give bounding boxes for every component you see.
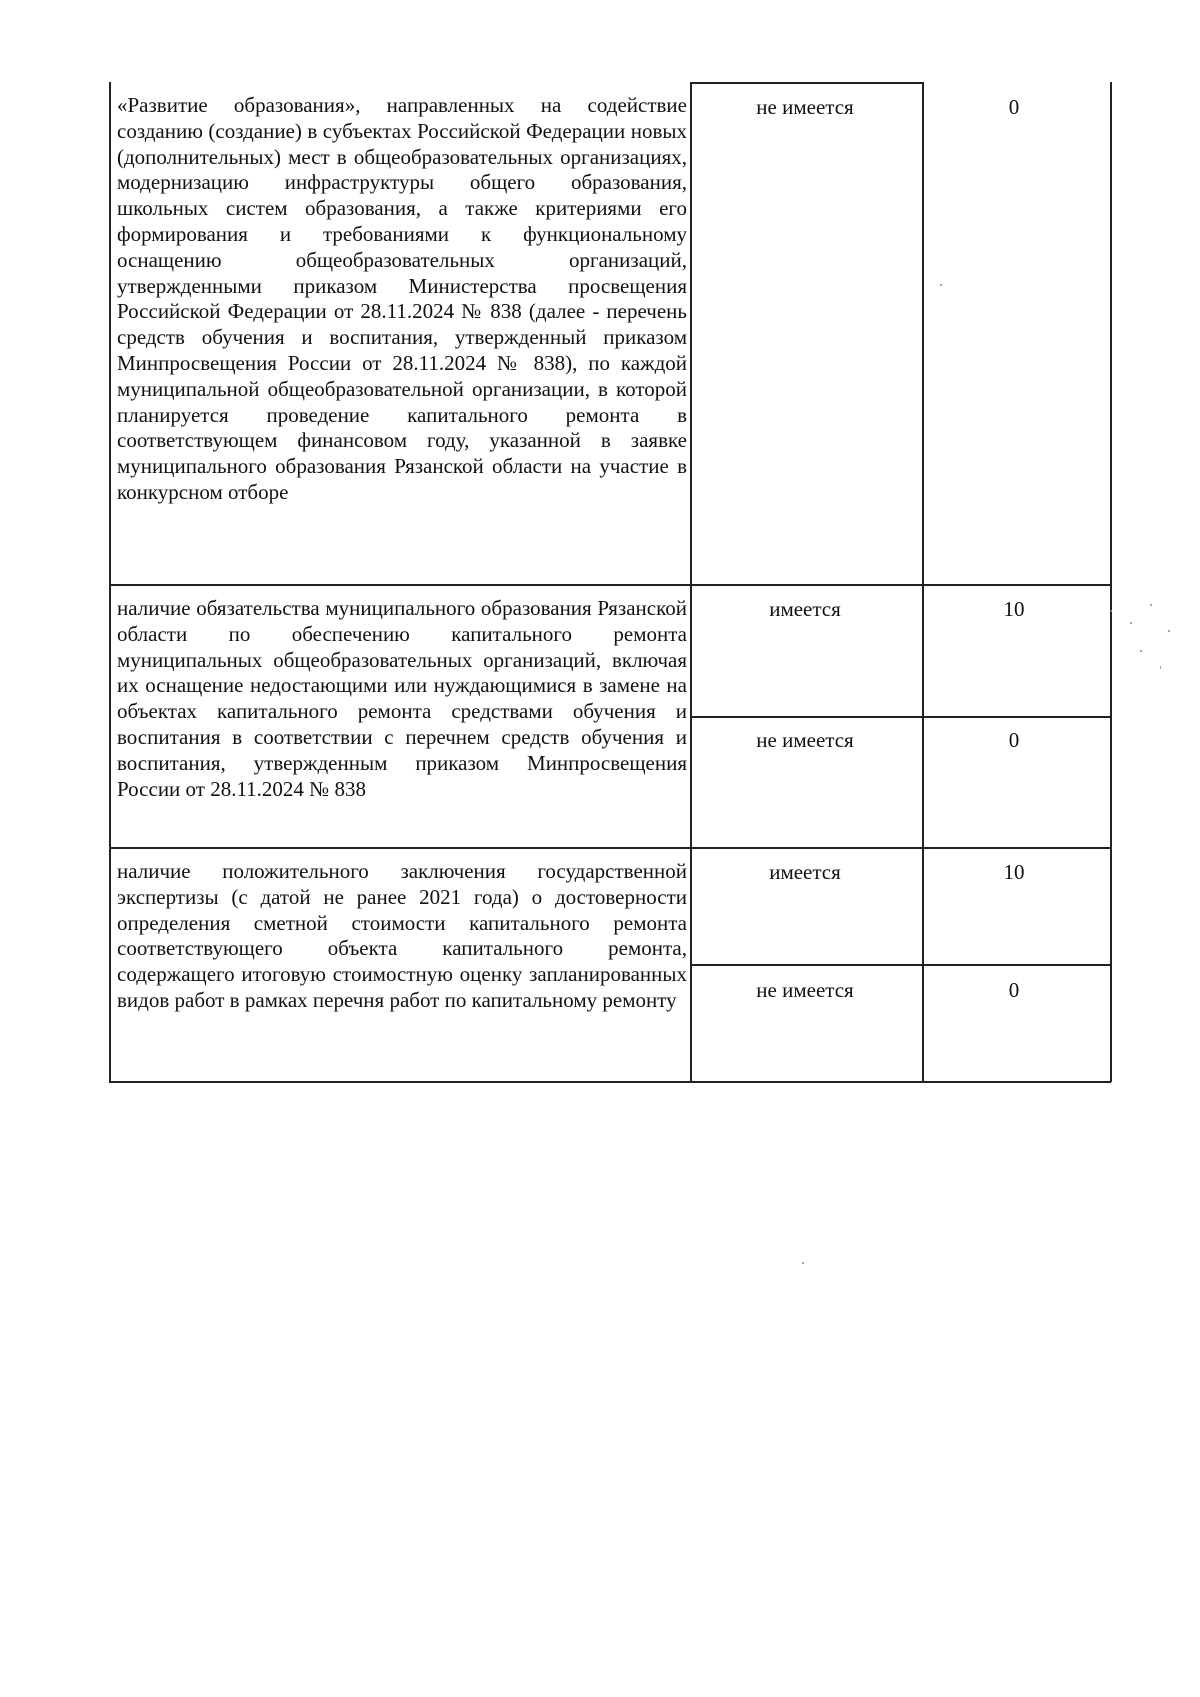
criterion-text-1: «Развитие образования», направленных на содействие созданию (создание) в субъектах Российской Федерации новых (дополнительных) мест в общеобразовательных организациях, модернизацию инфраструктуры общего образования, школьных систем образования, а также критериями его формирования и требованиями к функциональному оснащению общеобразовательных организаций, утвержденными приказом Министерства просвещения Российской Федерации от 28.11.2024 № 838 (далее - перечень средств обучения и воспитания, утвержденный приказом Минпросвещения России от 28.11.2024 № 838), по каждой муниципальной общеобразовательной организации, в которой планируется проведение капитального ремонта в соответствующем финансовом году, указанной в заявке муниципального образования Рязанской области на участие в конкурсном отборе <box>117 93 687 504</box>
column-divider-2 <box>922 82 924 1082</box>
criterion-text-2: наличие обязательства муниципального образования Рязанской области по обеспечению капитального ремонта муниципальных общеобразовательных организаций, включая их оснащение недостающими или нуждающимися в замене на объектах капитального ремонта средствами обучения и воспитания в соответствии с перечнем средств обучения и воспитания, утвержденным приказом Минпросвещения России от 28.11.2024 № 838 <box>117 596 687 801</box>
row-2-bottom-border <box>109 847 1111 849</box>
answer-option: не имеется <box>756 728 854 752</box>
score-value: 0 <box>1008 978 1020 1002</box>
row-1-top-border <box>690 82 922 84</box>
score-value: 10 <box>1003 597 1025 621</box>
answer-option: не имеется <box>756 978 854 1002</box>
score-value: 0 <box>1008 728 1020 752</box>
table-right-border <box>1110 82 1112 1082</box>
column-divider-1 <box>690 82 692 1082</box>
criterion-text-3: наличие положительного заключения государственной экспертизы (с датой не ранее 2021 года) о достоверности определения сметной стоимости капитального ремонта соответствующего объекта капитального ремонта, содержащего итоговую стоимостную оценку запланированных видов работ в рамках перечня работ по капитальному ремонту <box>117 859 687 1012</box>
table-left-border <box>109 82 111 1082</box>
answer-option: не имеется <box>756 95 854 119</box>
row-2-option-divider <box>690 716 1111 718</box>
table-bottom-border <box>109 1081 1111 1083</box>
score-value: 0 <box>1008 95 1020 119</box>
row-3-option-divider <box>690 964 1111 966</box>
score-value: 10 <box>1003 860 1025 884</box>
row-1-bottom-border <box>109 584 1111 586</box>
answer-option: имеется <box>769 860 841 884</box>
answer-option: имеется <box>769 597 841 621</box>
